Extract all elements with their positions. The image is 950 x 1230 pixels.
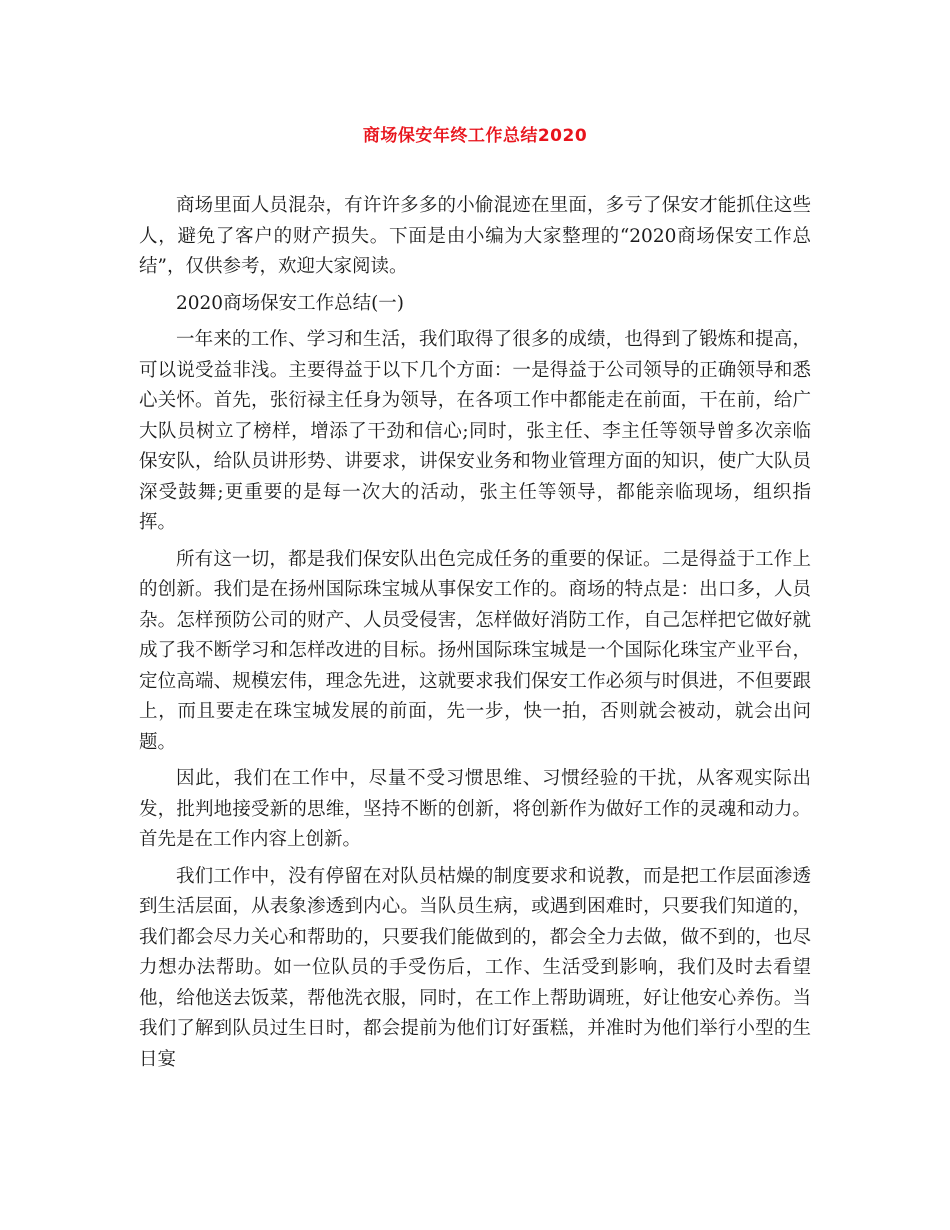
document-body xyxy=(139,191,811,1081)
section-heading: 2020商场保安工作总结(一) xyxy=(176,292,405,314)
paragraph: 因此，我们在工作中，尽量不受习惯思维、习惯经验的干扰，从客观实际出发，批判地接受新的思维，坚持不断的创新，将创新作为做好工作的灵魂和动力。首先是在工作内容上创新。 xyxy=(139,768,811,850)
document-title: 商场保安年终工作总结2020 xyxy=(362,126,588,146)
paragraph-intro: 商场里面人员混杂，有许许多多的小偷混迹在里面，多亏了保安才能抓住这些人，避免了客户的财产损失。下面是由小编为大家整理的“2020商场保安工作总结”，仅供参考，欢迎大家阅读。 xyxy=(139,195,811,277)
paragraph: 一年来的工作、学习和生活，我们取得了很多的成绩，也得到了锻炼和提高，可以说受益非浅。主要得益于以下几个方面：一是得益于公司领导的正确领导和悉心关怀。首先，张衍禄主任身为领导，在各项工作中都能走在前面，干在前，给广大队员树立了榜样，增添了干劲和信心;同时，张主任、李主任等领导曾多次亲临保安队，给队员讲形势、讲要求，讲保安业务和物业管理方面的知识，使广大队员深受鼓舞;更重要的是每一次大的活动，张主任等领导，都能亲临现场，组织指挥。 xyxy=(139,329,811,533)
paragraph: 我们工作中，没有停留在对队员枯燥的制度要求和说教，而是把工作层面渗透到生活层面，从表象渗透到内心。当队员生病，或遇到困难时，只要我们知道的，我们都会尽力关心和帮助的，只要我们能做到的，都会全力去做，做不到的，也尽力想办法帮助。如一位队员的手受伤后，工作、生活受到影响，我们及时去看望他，给他送去饭菜，帮他洗衣服，同时，在工作上帮助调班，好让他安心养伤。当我们了解到队员过生日时，都会提前为他们订好蛋糕，并准时为他们举行小型的生日宴 xyxy=(139,865,811,1070)
paragraph: 所有这一切，都是我们保安队出色完成任务的重要的保证。二是得益于工作上的创新。我们是在扬州国际珠宝城从事保安工作的。商场的特点是：出口多，人员杂。怎样预防公司的财产、人员受侵害，怎样做好消防工作，自己怎样把它做好就成了我不断学习和怎样改进的目标。扬州国际珠宝城是一个国际化珠宝产业平台，定位高端、规模宏伟，理念先进，这就要求我们保安工作必须与时俱进，不但要跟上，而且要走在珠宝城发展的前面，先一步，快一拍，否则就会被动，就会出问题。 xyxy=(139,548,811,753)
